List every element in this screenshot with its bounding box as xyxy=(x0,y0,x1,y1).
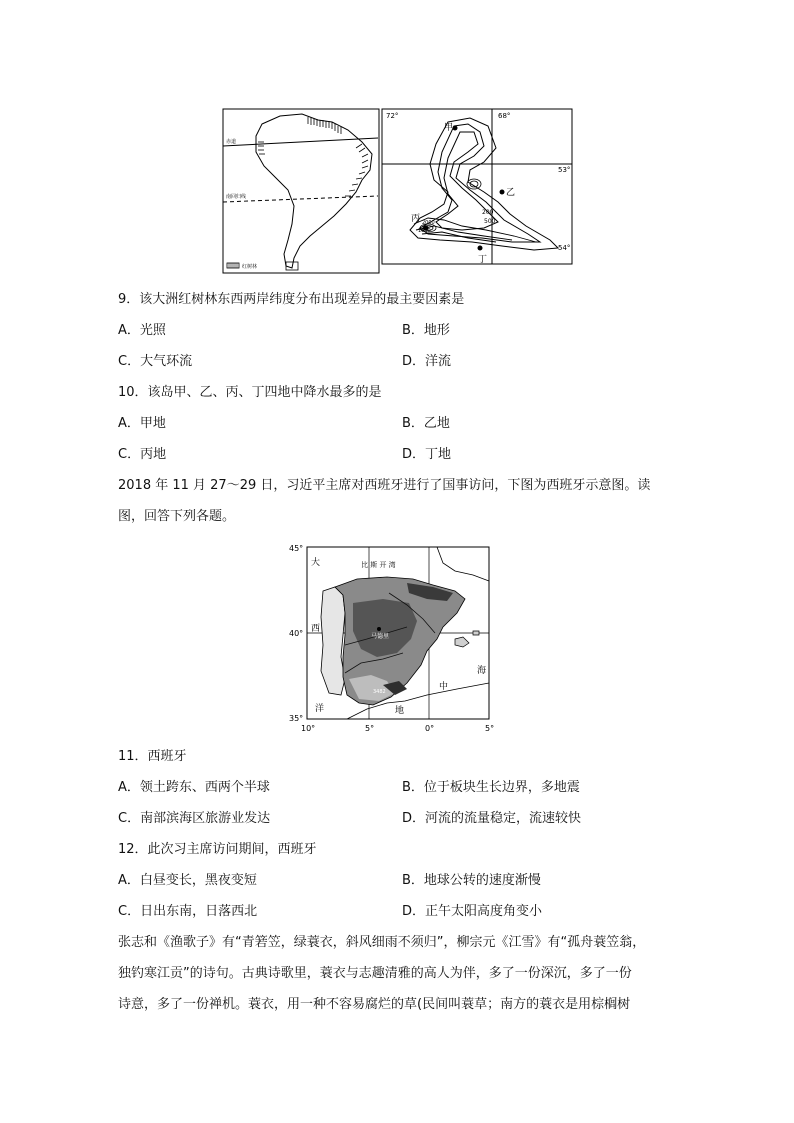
question-9-option-a: A．光照 xyxy=(118,323,166,338)
lat-54-label: 54° xyxy=(558,244,571,252)
madrid-point xyxy=(377,627,381,631)
bay-of-biscay-label: 比 斯 开 湾 xyxy=(361,561,396,569)
question-12-option-a: A．白昼变长，黑夜变短 xyxy=(118,873,257,888)
question-11-stem: 11．西班牙 xyxy=(118,749,187,764)
mediterranean-zhong-label: 中 xyxy=(439,682,449,692)
question-12-stem: 12．此次习主席访问期间，西班牙 xyxy=(118,842,317,857)
question-11-option-d: D．河流的流量稳定，流速较快 xyxy=(402,811,582,826)
mediterranean-hai-label: 海 xyxy=(477,666,487,676)
lon-10-label: 10° xyxy=(301,724,316,733)
jia-label: 甲 xyxy=(444,123,454,133)
point-ding xyxy=(478,246,483,251)
legend-label: 红树林 xyxy=(242,264,258,270)
question-12-option-c: C．日出东南，日落西北 xyxy=(118,904,258,919)
atlantic-yang-label: 洋 xyxy=(315,704,325,714)
peak-elevation-label: 3482 xyxy=(373,689,386,695)
question-9-stem: 9．该大洲红树林东西两岸纬度分布出现差异的最主要因素是 xyxy=(118,292,465,307)
contour-1000-label: 1000 xyxy=(418,228,431,234)
question-11-option-a: A．领土跨东、西两个半球 xyxy=(118,780,270,795)
lon-68-label: 68° xyxy=(498,112,511,120)
tropic-label: 南回归线 xyxy=(226,194,247,200)
madrid-label: 马德里 xyxy=(371,633,390,640)
question-10-option-a: A．甲地 xyxy=(118,416,166,431)
passage-line-2: 独钓寒江贡”的诗句。古典诗歌里，蓑衣与志趣清雅的高人为伴，多了一份深沉，多了一份 xyxy=(118,966,632,981)
lon-72-label: 72° xyxy=(386,112,399,120)
question-11-option-b: B．位于板块生长边界，多地震 xyxy=(402,780,580,795)
point-yi xyxy=(500,190,505,195)
question-9-option-d: D．洋流 xyxy=(402,354,452,369)
contour-500-label: 500 xyxy=(484,218,496,225)
equator-label: 赤道 xyxy=(226,139,237,145)
question-9-option-c: C．大气环流 xyxy=(118,354,193,369)
figure-south-america-maps xyxy=(222,108,574,274)
lon-5e-label: 5° xyxy=(485,724,495,733)
question-9-option-b: B．地形 xyxy=(402,323,450,338)
contour-200-label: 200 xyxy=(482,209,494,216)
figure-spain-map xyxy=(287,541,502,735)
left-map-frame xyxy=(223,109,379,273)
question-11-option-c: C．南部滨海区旅游业发达 xyxy=(118,811,271,826)
point-jia xyxy=(453,126,458,131)
lat-45-label: 45° xyxy=(289,544,304,553)
passage-line-3: 诗意，多了一份禅机。蓑衣，用一种不容易腐烂的草(民间叫蓑草；南方的蓑衣是用棕榈树 xyxy=(118,997,631,1012)
question-10-option-d: D．丁地 xyxy=(402,447,452,462)
portugal-land xyxy=(321,587,345,695)
question-10-option-c: C．丙地 xyxy=(118,447,167,462)
lat-53-label: 53° xyxy=(558,166,571,174)
contour-2000-label: 2000 xyxy=(422,220,435,226)
lat-35-label: 35° xyxy=(289,714,304,723)
intro-line-1: 2018 年 11 月 27～29 日，习近平主席对西班牙进行了国事访问，下图为西班牙示意图。读 xyxy=(118,478,651,493)
yi-label: 乙 xyxy=(506,188,516,198)
mediterranean-di-label: 地 xyxy=(395,706,405,716)
ding-label: 丁 xyxy=(478,255,488,265)
lat-40-label: 40° xyxy=(289,629,304,638)
passage-line-1: 张志和《渔歌子》有“青箬笠，绿蓑衣，斜风细雨不须归”，柳宗元《江雪》有“孤舟蓑笠翁， xyxy=(118,935,646,950)
question-10-option-b: B．乙地 xyxy=(402,416,450,431)
lon-0-label: 0° xyxy=(425,724,435,733)
bing-label: 丙 xyxy=(411,214,421,224)
question-12-option-d: D．正午太阳高度角变小 xyxy=(402,904,543,919)
intro-line-2: 图，回答下列各题。 xyxy=(118,509,236,524)
atlantic-xi-label: 西 xyxy=(311,624,321,634)
question-10-stem: 10．该岛甲、乙、丙、丁四地中降水最多的是 xyxy=(118,385,382,400)
question-12-option-b: B．地球公转的速度渐慢 xyxy=(402,873,541,888)
atlantic-da-label: 大 xyxy=(311,558,321,568)
lon-5w-label: 5° xyxy=(365,724,375,733)
